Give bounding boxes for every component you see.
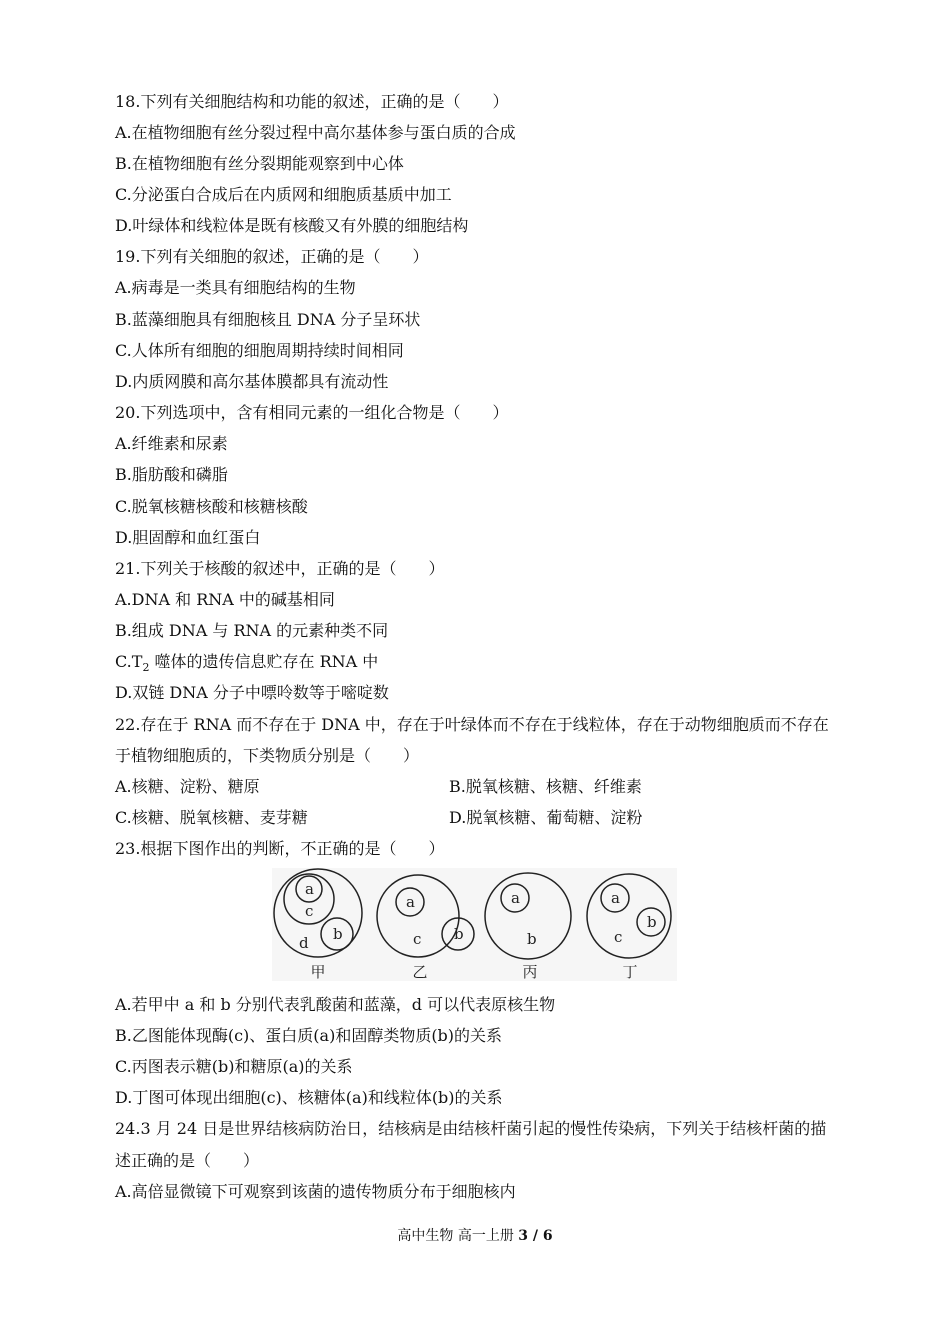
question-21-option-c bbox=[115, 652, 378, 678]
label-a: a bbox=[305, 880, 314, 898]
question-21-option-b: B.组成 DNA 与 RNA 的元素种类不同 bbox=[115, 621, 389, 640]
question-22-option-b: B.脱氧核糖、核糖、纤维素 bbox=[449, 777, 642, 796]
page-number: 3 / 6 bbox=[518, 1228, 553, 1244]
question-20-stem: 20.下列选项中，含有相同元素的一组化合物是（ ） bbox=[115, 403, 509, 422]
question-24-option-a: A.高倍显微镜下可观察到该菌的遗传物质分布于细胞核内 bbox=[115, 1182, 516, 1201]
question-21-stem: 21.下列关于核酸的叙述中，正确的是（ ） bbox=[115, 559, 445, 578]
question-19-option-b: B.蓝藻细胞具有细胞核且 DNA 分子呈环状 bbox=[115, 310, 421, 329]
page-footer bbox=[0, 1226, 950, 1246]
question-18-option-b: B.在植物细胞有丝分裂期能观察到中心体 bbox=[115, 154, 404, 173]
question-22-stem-line2: 于植物细胞质的，下类物质分别是（ ） bbox=[115, 746, 420, 765]
label-b: b bbox=[333, 925, 343, 943]
question-23-stem: 23.根据下图作出的判断，不正确的是（ ） bbox=[115, 839, 445, 858]
label-b: b bbox=[454, 925, 464, 943]
question-23-option-b: B.乙图能体现酶(c)、蛋白质(a)和固醇类物质(b)的关系 bbox=[115, 1026, 503, 1045]
label-b: b bbox=[527, 930, 537, 948]
question-18-stem: 18.下列有关细胞结构和功能的叙述，正确的是（ ） bbox=[115, 92, 509, 111]
footer-subject: 高中生物 高一上册 bbox=[397, 1228, 519, 1244]
option-c-rest: 噬体的遗传信息贮存在 RNA 中 bbox=[149, 652, 379, 671]
label-c: c bbox=[614, 928, 623, 946]
label-a: a bbox=[406, 893, 415, 911]
venn-diagram-figure bbox=[272, 868, 677, 981]
question-19-stem: 19.下列有关细胞的叙述，正确的是（ ） bbox=[115, 247, 429, 266]
label-d: d bbox=[299, 934, 309, 952]
subscript-2: 2 bbox=[142, 661, 150, 675]
label-b: b bbox=[647, 913, 657, 931]
question-18-option-c: C.分泌蛋白合成后在内质网和细胞质基质中加工 bbox=[115, 185, 452, 204]
question-18-option-d: D.叶绿体和线粒体是既有核酸又有外膜的细胞结构 bbox=[115, 216, 469, 235]
label-a: a bbox=[511, 889, 520, 907]
caption-yi: 乙 bbox=[412, 963, 428, 981]
question-22-option-d: D.脱氧核糖、葡萄糖、淀粉 bbox=[449, 808, 643, 827]
question-19-option-a: A.病毒是一类具有细胞结构的生物 bbox=[115, 278, 356, 297]
question-19-option-d: D.内质网膜和高尔基体膜都具有流动性 bbox=[115, 372, 389, 391]
question-20-option-b: B.脂肪酸和磷脂 bbox=[115, 465, 228, 484]
question-20-option-c: C.脱氧核糖核酸和核糖核酸 bbox=[115, 497, 308, 516]
question-22-option-c: C.核糖、脱氧核糖、麦芽糖 bbox=[115, 808, 308, 827]
label-a: a bbox=[611, 889, 620, 907]
question-23-option-a: A.若甲中 a 和 b 分别代表乳酸菌和蓝藻，d 可以代表原核生物 bbox=[115, 995, 556, 1014]
question-22-option-a: A.核糖、淀粉、糖原 bbox=[115, 777, 260, 796]
question-18-option-a: A.在植物细胞有丝分裂过程中高尔基体参与蛋白质的合成 bbox=[115, 123, 516, 142]
question-20-option-a: A.纤维素和尿素 bbox=[115, 434, 228, 453]
caption-bing: 丙 bbox=[522, 963, 538, 981]
question-19-option-c: C.人体所有细胞的细胞周期持续时间相同 bbox=[115, 341, 404, 360]
question-23-option-d: D.丁图可体现出细胞(c)、核糖体(a)和线粒体(b)的关系 bbox=[115, 1088, 503, 1107]
question-20-option-d: D.胆固醇和血红蛋白 bbox=[115, 528, 261, 547]
question-21-option-a: A.DNA 和 RNA 中的碱基相同 bbox=[115, 590, 335, 609]
question-21-option-d: D.双链 DNA 分子中嘌呤数等于嘧啶数 bbox=[115, 683, 389, 702]
option-c-prefix: C.T bbox=[115, 652, 143, 671]
caption-ding: 丁 bbox=[622, 963, 638, 981]
caption-jia: 甲 bbox=[310, 963, 326, 981]
question-22-stem-line1: 22.存在于 RNA 而不存在于 DNA 中，存在于叶绿体而不存在于线粒体，存在于动物细胞质而不存在 bbox=[115, 715, 829, 734]
label-c: c bbox=[305, 902, 314, 920]
question-24-stem-line2: 述正确的是（ ） bbox=[115, 1151, 260, 1170]
label-c: c bbox=[413, 930, 422, 948]
question-23-option-c: C.丙图表示糖(b)和糖原(a)的关系 bbox=[115, 1057, 353, 1076]
question-24-stem-line1: 24.3 月 24 日是世界结核病防治日，结核病是由结核杆菌引起的慢性传染病，下列关于结核杆菌的描 bbox=[115, 1119, 827, 1138]
